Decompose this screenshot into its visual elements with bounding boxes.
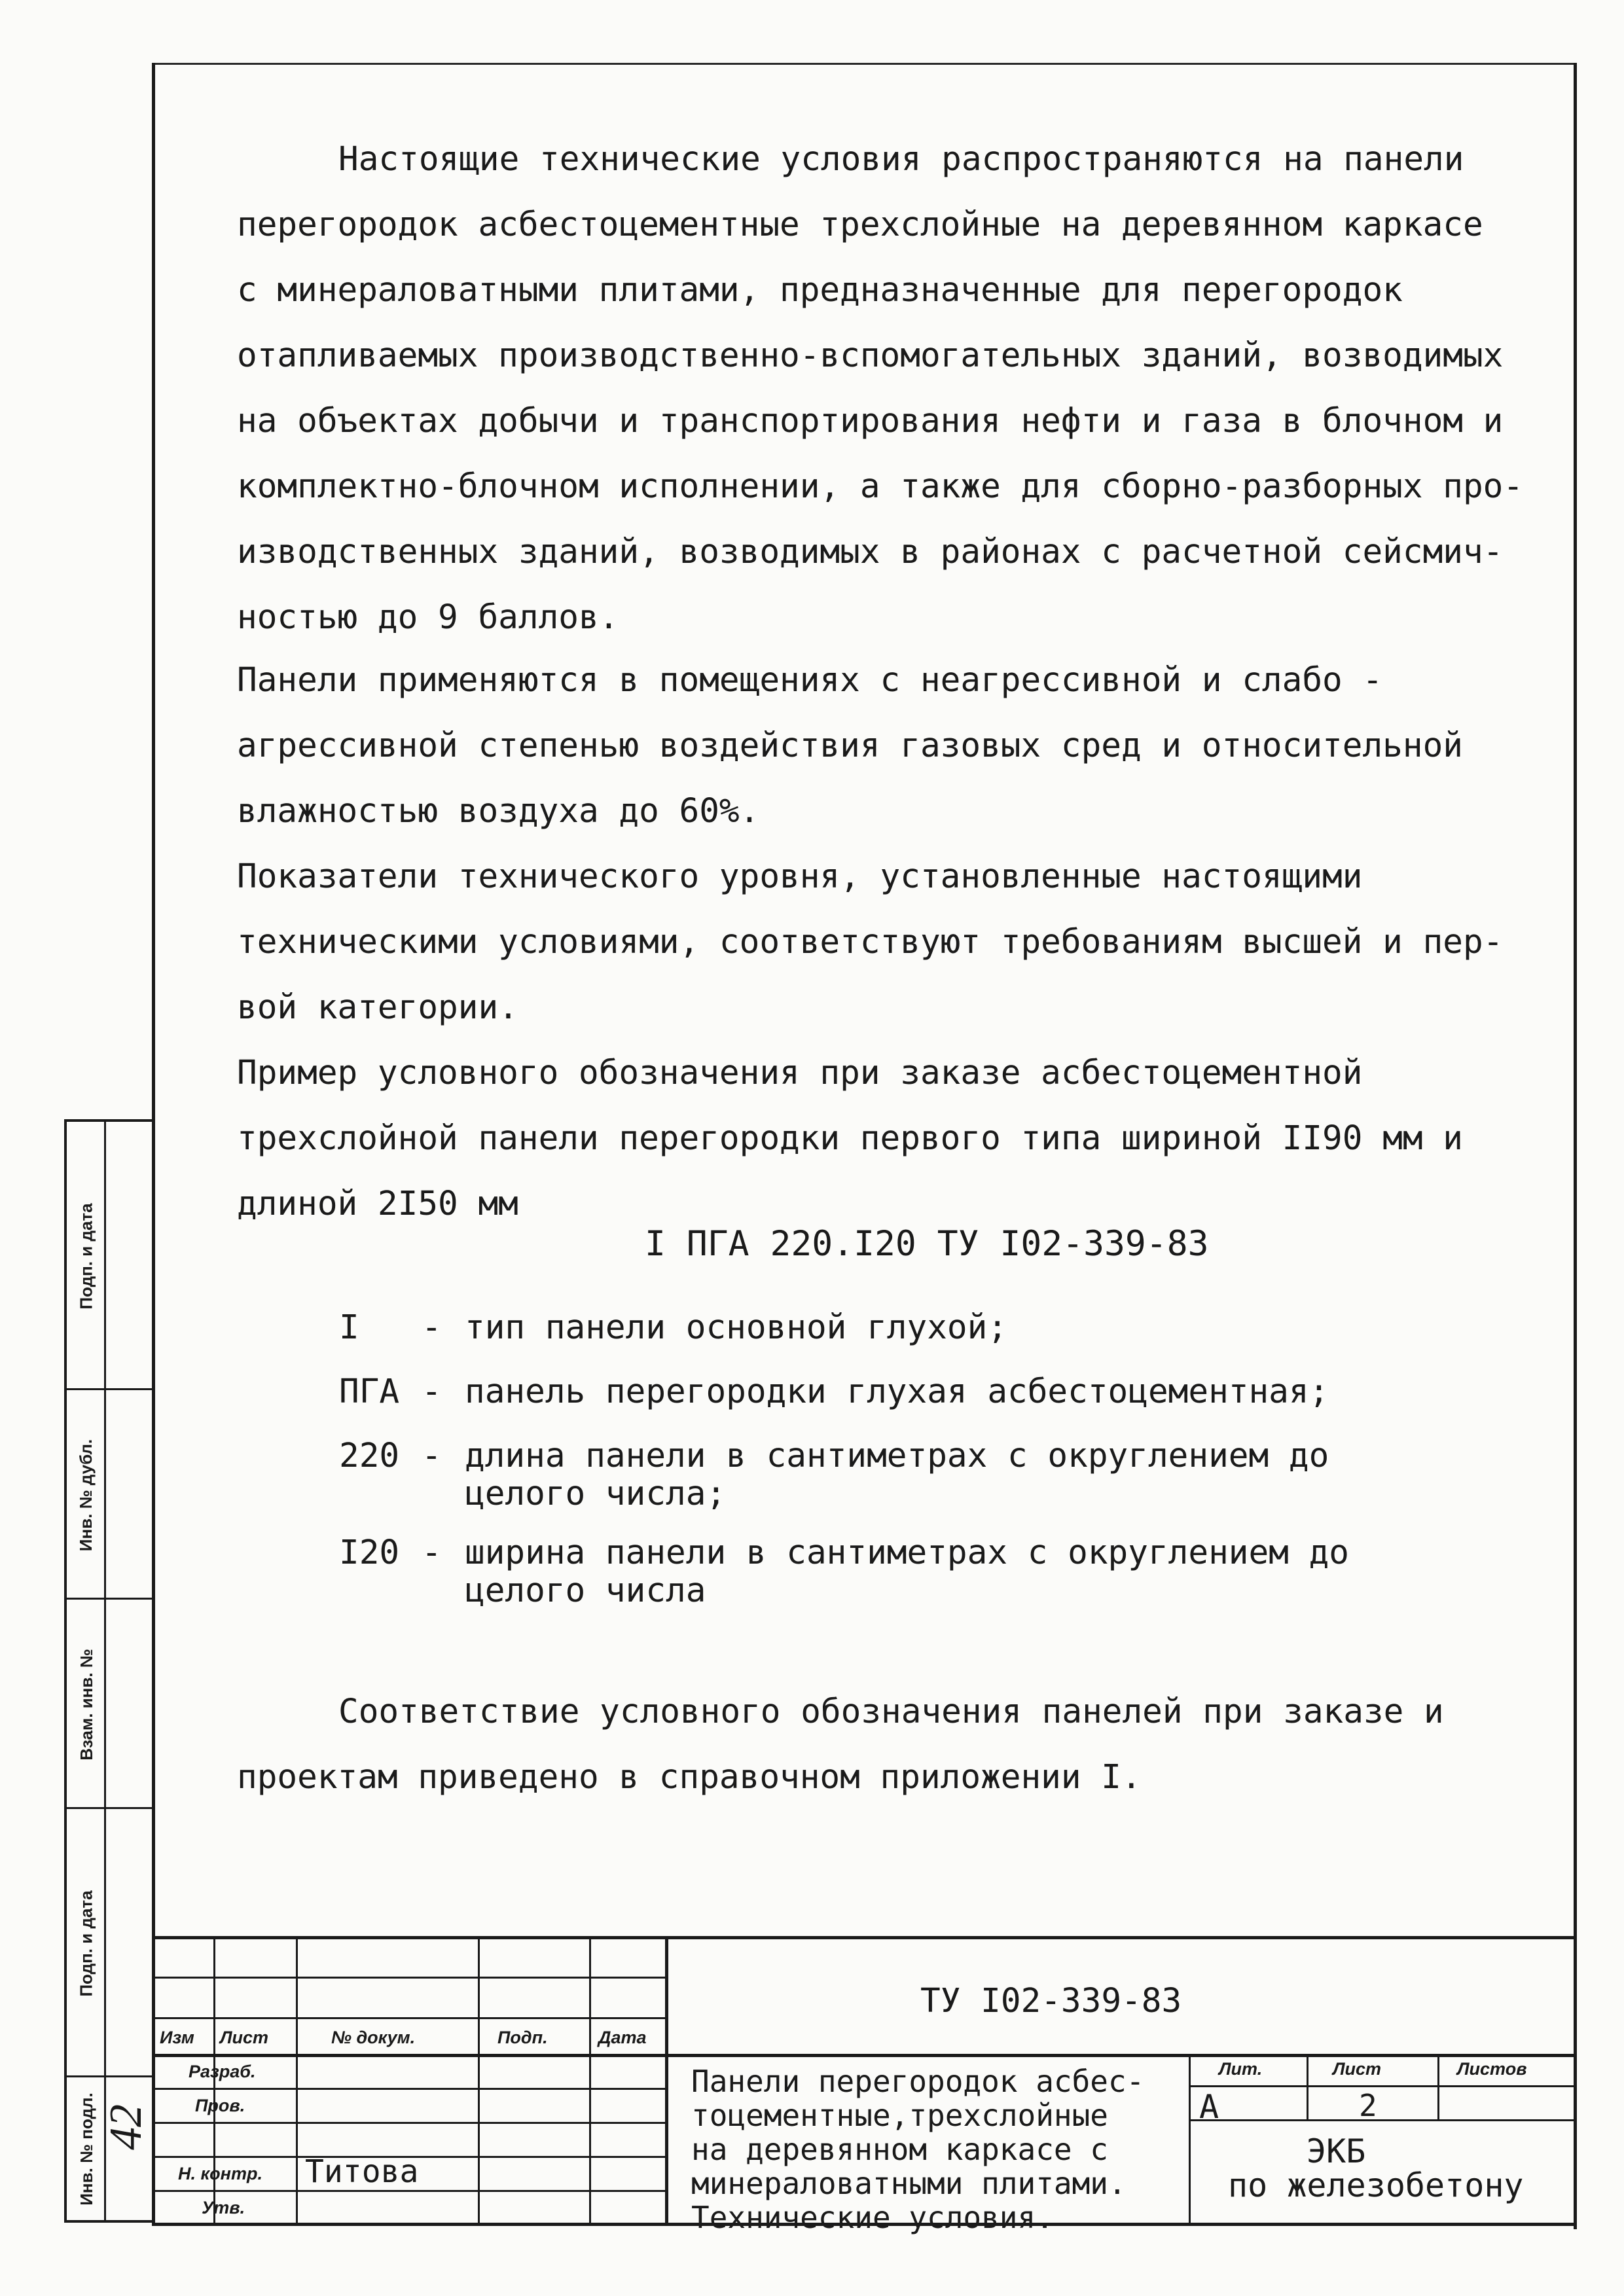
legend-key: 220 [339, 1437, 400, 1475]
title-block [154, 1936, 1574, 2235]
sheet-label: Лист [1333, 2059, 1382, 2079]
side-stamp [64, 1119, 152, 2223]
side-label-dup-inv: Инв. № дубл. [76, 1439, 96, 1551]
header-sheet: Лист [220, 2028, 269, 2047]
side-label-replace-inv: Взам. инв. № [76, 1648, 96, 1761]
lit-value: А [1199, 2088, 1219, 2126]
legend-desc: длина панели в сантиметрах с округлением до целого числа; [465, 1437, 1329, 1513]
legend-dash: - [422, 1534, 442, 1572]
document-title: Панели перегородок асбес- тоцементные,трехслойные на деревянном каркасе с минераловатными плитами. Технические условия. [691, 2064, 1145, 2235]
paragraph-example: Пример условного обозначения при заказе асбестоцементной трехслойной панели перегородки первого типа шириной II90 мм и длиной 2I50 мм [237, 1054, 1463, 1223]
document-number: ТУ I02-339-83 [920, 1982, 1182, 2020]
frame-right-border [1574, 63, 1577, 2229]
legend-desc: панель перегородки глухая асбестоцементная; [465, 1372, 1329, 1411]
legend-dash: - [422, 1437, 442, 1475]
lit-label: Лит. [1219, 2059, 1263, 2079]
legend-dash: - [422, 1308, 442, 1347]
legend-key: I [339, 1308, 359, 1347]
header-date: Дата [598, 2028, 647, 2047]
organization-line-1: ЭКБ [1307, 2132, 1366, 2170]
row-approved: Утв. [202, 2198, 245, 2217]
paragraph-application: Панели применяются в помещениях с неагрессивной и слабо - агрессивной степенью воздействия газовых сред и относительной влажностью воздуха до 60%. [237, 661, 1463, 831]
side-label-sign-date: Подп. и дата [76, 1202, 96, 1310]
row-developed: Разраб. [189, 2062, 256, 2081]
paragraph-scope: Настоящие технические условия распространяются на панели перегородок асбестоцементные трехслойные на деревянном каркасе с минераловатными плитами, предназначенные для перегородок отапливаемых производственно-вспомогательных зданий, возводимых на объектах добычи и транспортирования нефти и газа в блочном и комплектно-блочном исполнении, а также для сборно-разборных про- изводственных зданий, возводимых в районах с расчетной сейсмич- ностью до 9 баллов. [237, 140, 1524, 637]
frame-top-border [154, 63, 1576, 65]
legend-desc: ширина панели в сантиметрах с округлением до целого числа [465, 1534, 1350, 1610]
sheets-label: Листов [1457, 2059, 1527, 2079]
side-label-orig-inv: Инв. № подл. [76, 2092, 96, 2206]
designation-example: I ПГА 220.I20 ТУ I02-339-83 [645, 1224, 1209, 1264]
legend-desc: тип панели основной глухой; [465, 1308, 1008, 1347]
row-norm-control: Н. контр. [178, 2164, 262, 2183]
sheet-value: 2 [1359, 2088, 1377, 2123]
paragraph-technical-level: Показатели технического уровня, установленные настоящими техническими условиями, соответствуют требованиям высшей и пер- вой категории. [237, 857, 1504, 1027]
legend-dash: - [422, 1372, 442, 1411]
paragraph-closing: Соответствие условного обозначения панелей при заказе и проектам приведено в справочном приложении I. [237, 1693, 1444, 1797]
legend-key: I20 [339, 1534, 400, 1572]
organization-line-2: по железобетону [1228, 2166, 1524, 2204]
norm-controller-name: Титова [305, 2153, 419, 2190]
row-checked: Пров. [195, 2096, 245, 2115]
side-label-sign-date-2: Подп. и дата [76, 1890, 96, 1997]
handwritten-inventory-number: 42 [101, 2104, 151, 2150]
legend-key: ПГА [339, 1372, 400, 1411]
header-signature: Подп. [497, 2028, 548, 2047]
header-change: Изм [160, 2028, 194, 2047]
header-doc-number: № докум. [331, 2028, 416, 2047]
